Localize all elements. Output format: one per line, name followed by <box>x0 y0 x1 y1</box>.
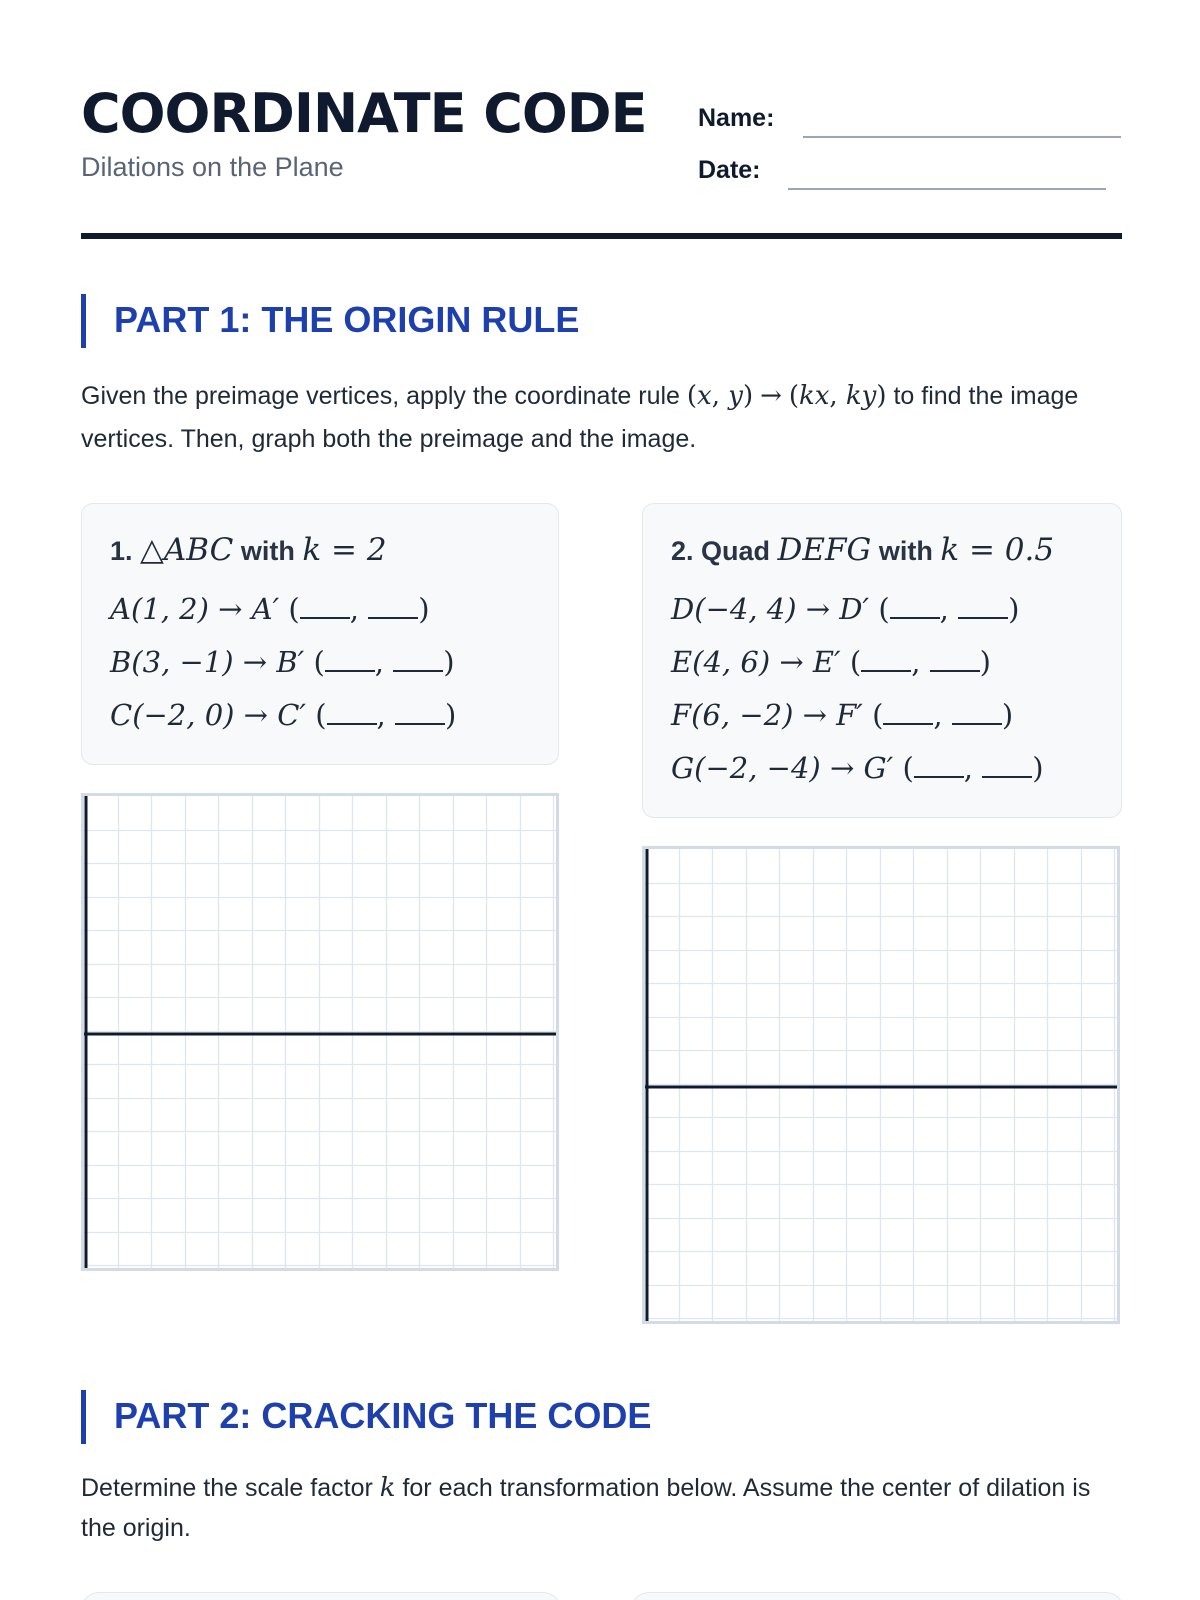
answer-blank-y[interactable] <box>368 599 418 619</box>
part1-title: PART 1: THE ORIGIN RULE <box>114 299 580 340</box>
problem-3-card <box>81 1592 561 1600</box>
answer-blank-y[interactable] <box>395 705 445 725</box>
part1-heading <box>81 294 1122 348</box>
problem-2-heading: 2. Quad DEFG with k = 0.5 <box>671 532 1055 568</box>
answer-blank-x[interactable] <box>883 705 933 725</box>
part2-instructions: Determine the scale factor k for each transformation below. Assume the center of dilation is the origin. <box>81 1473 1091 1542</box>
vertex-row: D(−4, 4) → D′ ( , ) <box>671 592 1020 626</box>
vertex-row: E(4, 6) → E′ ( , ) <box>671 645 991 679</box>
part2-heading <box>81 1390 1122 1444</box>
coordinate-grid-1[interactable] <box>81 793 559 1271</box>
date-field[interactable] <box>788 188 1106 190</box>
answer-blank-x[interactable] <box>890 599 940 619</box>
problem-1-scale: k = 2 <box>302 532 387 568</box>
problem-4-card <box>631 1592 1124 1600</box>
instruction-text-2: to find the image vertices. Then, graph both the preimage and the image. <box>81 382 1079 453</box>
problem-1-heading: 1. △ABC with k = 2 <box>110 532 387 568</box>
rule-arrow: → <box>760 381 782 411</box>
grid-lines <box>84 796 556 1268</box>
name-field[interactable] <box>803 136 1121 138</box>
answer-blank-x[interactable] <box>327 705 377 725</box>
section-accent-bar <box>81 294 86 348</box>
rule-lhs: (x, y) <box>686 381 754 411</box>
instruction-text: Given the preimage vertices, apply the coordinate rule <box>81 382 687 410</box>
page-title: COORDINATE CODE <box>81 82 647 145</box>
date-label: Date: <box>698 156 761 184</box>
vertex-row: A(1, 2) → A′ ( , ) <box>110 592 430 626</box>
problem-2-card <box>642 503 1122 818</box>
answer-blank-x[interactable] <box>914 758 964 778</box>
page-subtitle: Dilations on the Plane <box>81 152 344 182</box>
rule-rhs: (kx, ky) <box>788 381 887 411</box>
vertex-row: B(3, −1) → B′ ( , ) <box>110 645 455 679</box>
vertex-row: C(−2, 0) → C′ ( , ) <box>110 698 457 732</box>
scale-factor-symbol: k <box>379 1473 396 1503</box>
answer-blank-y[interactable] <box>982 758 1032 778</box>
answer-blank-y[interactable] <box>393 652 443 672</box>
answer-blank-x[interactable] <box>325 652 375 672</box>
problem-2-shape: DEFG <box>777 532 872 568</box>
problem-1-card <box>81 503 559 765</box>
vertex-row: F(6, −2) → F′ ( , ) <box>671 698 1014 732</box>
answer-blank-y[interactable] <box>930 652 980 672</box>
problem-1-shape: △ABC <box>140 532 234 568</box>
answer-blank-y[interactable] <box>952 705 1002 725</box>
worksheet-page <box>81 0 1122 1600</box>
problem-2-scale: k = 0.5 <box>940 532 1055 568</box>
section-accent-bar <box>81 1390 86 1444</box>
part1-instructions <box>81 375 1122 461</box>
answer-blank-x[interactable] <box>861 652 911 672</box>
part2-title: PART 2: CRACKING THE CODE <box>114 1395 652 1436</box>
answer-blank-x[interactable] <box>300 599 350 619</box>
grid-lines <box>645 849 1117 1321</box>
coordinate-grid-2[interactable] <box>642 846 1120 1324</box>
name-label: Name: <box>698 104 775 132</box>
header-divider <box>81 233 1122 239</box>
answer-blank-y[interactable] <box>958 599 1008 619</box>
vertex-row: G(−2, −4) → G′ ( , ) <box>671 751 1044 785</box>
